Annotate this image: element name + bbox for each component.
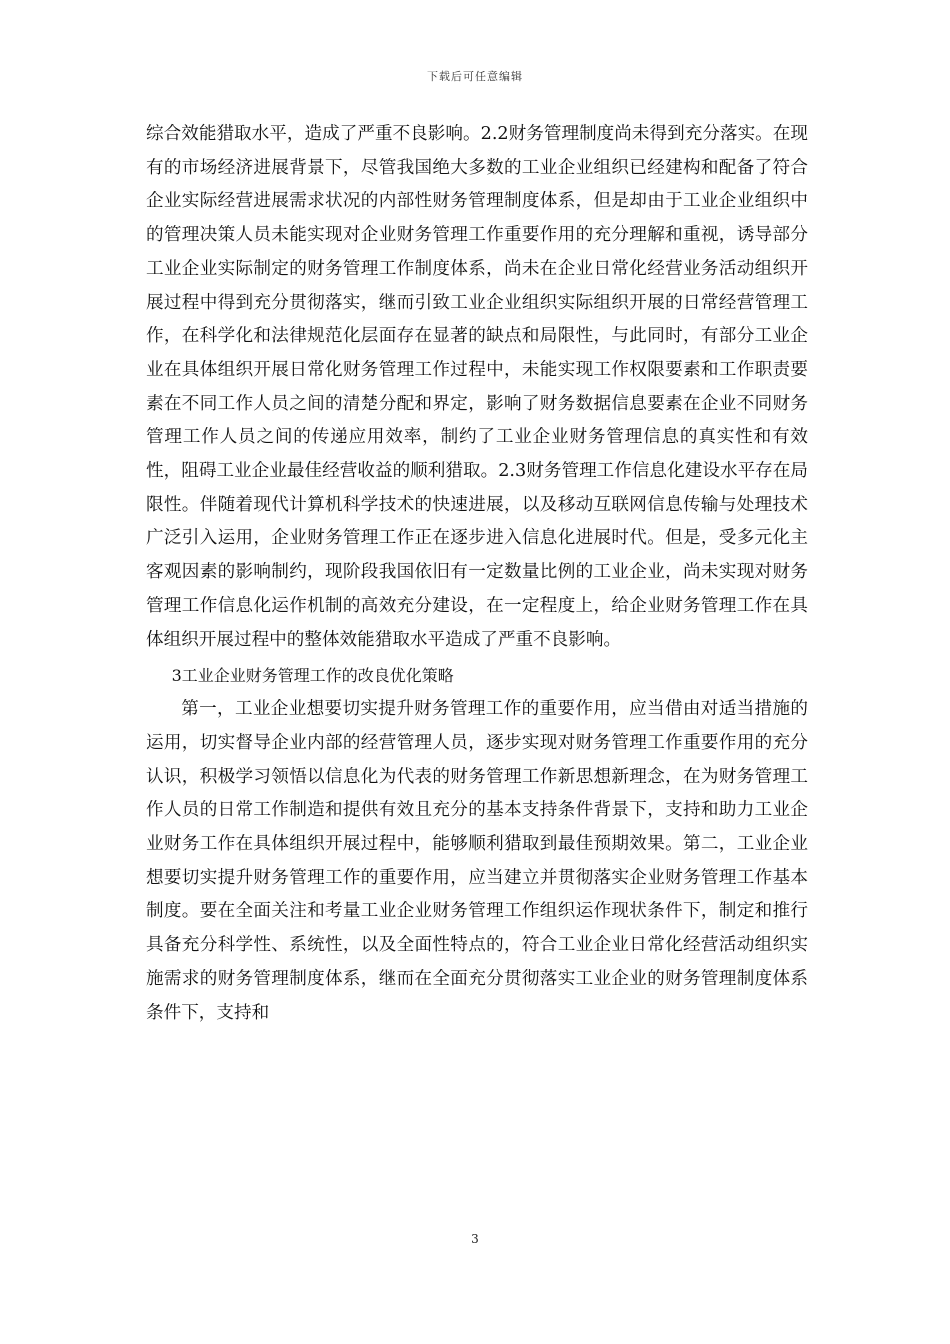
page-number: 3 <box>471 1232 479 1246</box>
page-header: 下载后可任意编辑 <box>427 70 523 83</box>
section-heading: 3工业企业财务管理工作的改良优化策略 <box>171 666 454 686</box>
body-paragraph-1: 综合效能猎取水平，造成了严重不良影响。2.2财务管理制度尚未得到充分落实。在现有的市场经济进展背景下，尽管我国绝大多数的工业企业组织已经建构和配备了符合企业实际经营进展需求状况的内部性财务管理制度体系，但是却由于工业企业组织中的管理决策人员未能实现对企业财务管理工作重要作用的充分理解和重视，诱导部分工业企业实际制定的财务管理工作制度体系，尚未在企业日常化经营业务活动组织开展过程中得到充分贯彻落实，继而引致工业企业组织实际组织开展的日常经营管理工作，在科学化和法律规范化层面存在显著的缺点和局限性，与此同时，有部分工业企业在具体组织开展日常化财务管理工作过程中，未能实现工作权限要素和工作职责要素在不同工作人员之间的清楚分配和界定，影响了财务数据信息要素在企业不同财务管理工作人员之间的传递应用效率，制约了工业企业财务管理信息的真实性和有效性，阻碍工业企业最佳经营收益的顺利猎取。2.3财务管理工作信息化建设水平存在局限性。伴随着现代计算机科学技术的快速进展，以及移动互联网信息传输与处理技术广泛引入运用，企业财务管理工作正在逐步进入信息化进展时代。但是，受多元化主客观因素的影响制约，现阶段我国依旧有一定数量比例的工业企业，尚未实现对财务管理工作信息化运作机制的高效充分建设，在一定程度上，给企业财务管理工作在具体组织开展过程中的整体效能猎取水平造成了严重不良影响。 <box>146 124 808 650</box>
body-paragraph-2: 第一，工业企业想要切实提升财务管理工作的重要作用，应当借由对适当措施的运用，切实督导企业内部的经营管理人员，逐步实现对财务管理工作重要作用的充分认识，积极学习领悟以信息化为代表的财务管理工作新思想新理念，在为财务管理工作人员的日常工作制造和提供有效且充分的基本支持条件背景下，支持和助力工业企业财务工作在具体组织开展过程中，能够顺利猎取到最佳预期效果。第二，工业企业想要切实提升财务管理工作的重要作用，应当建立并贯彻落实企业财务管理工作基本制度。要在全面关注和考量工业企业财务管理工作组织运作现状条件下，制定和推行具备充分科学性、系统性，以及全面性特点的，符合工业企业日常化经营活动组织实施需求的财务管理制度体系，继而在全面充分贯彻落实工业企业的财务管理制度体系条件下，支持和 <box>146 699 808 1023</box>
document-body <box>146 118 808 1030</box>
